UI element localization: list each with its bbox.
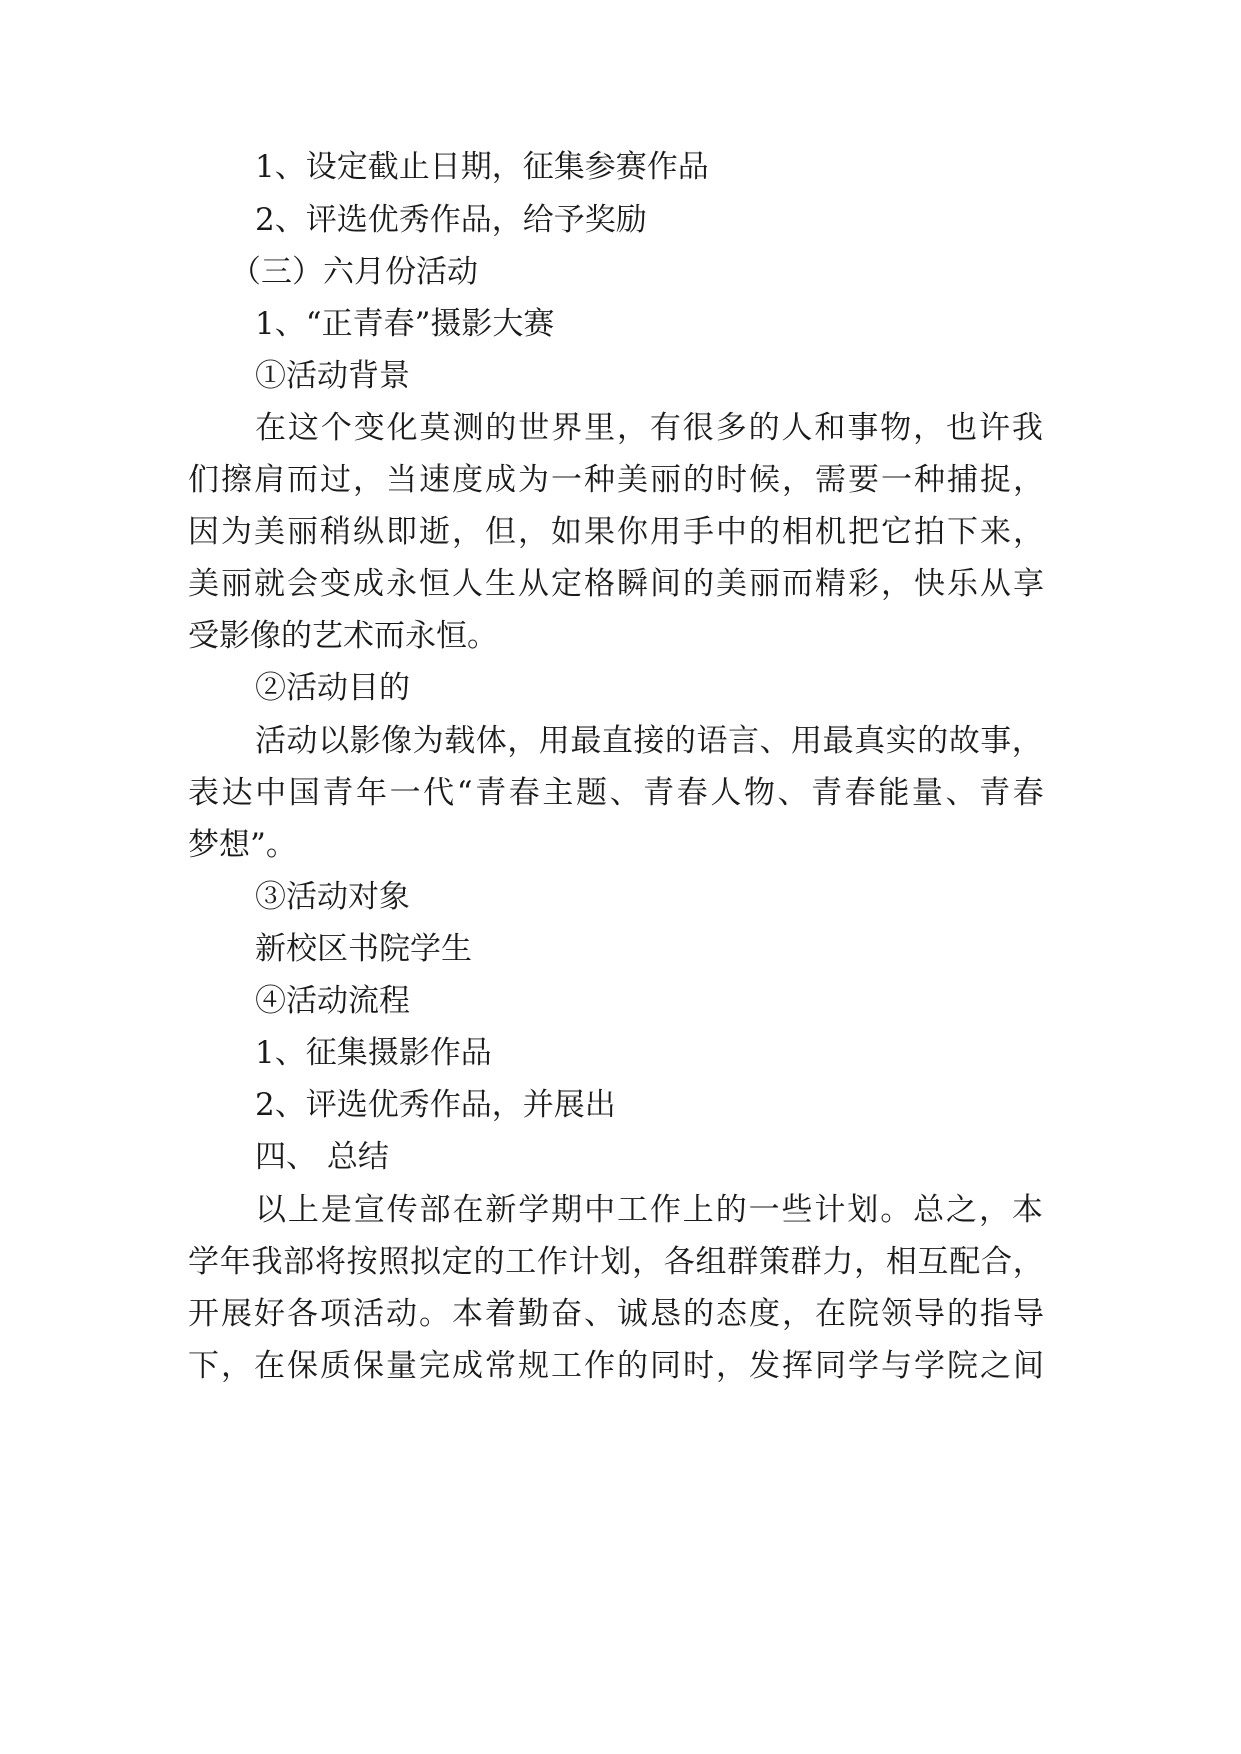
subheading-purpose: ②活动目的: [255, 670, 410, 706]
list-item-set-deadline: 1、设定截止日期，征集参赛作品: [255, 149, 709, 185]
paragraph-purpose-line: 活 动 以 影 像 为 载 体 ， 用 最 直 接 的 语 言 、 用 最 真 实 的 故 事 ，: [255, 723, 1043, 759]
section-heading-june-activity: （三）六月份活动: [230, 254, 478, 290]
activity-title-photo-contest: 1、“正青春”摄影大赛: [255, 306, 555, 342]
subheading-audience: ③活动对象: [255, 879, 410, 915]
paragraph-purpose-line: 梦想”。: [188, 827, 297, 863]
paragraph-background-line: 美 丽 就 会 变 成 永 恒 人 生 从 定 格 瞬 间 的 美 丽 而 精 彩 ， 快 乐 从 享: [188, 566, 1044, 602]
paragraph-background-line: 们 擦 肩 而 过 ， 当 速 度 成 为 一 种 美 丽 的 时 候 ， 需 要 一 种 捕 捉 ，: [188, 462, 1044, 498]
paragraph-purpose-line: 表 达 中 国 青 年 一 代 “ 青 春 主 题 、 青 春 人 物 、 青 春 能 量 、 青 春: [188, 775, 1044, 811]
paragraph-summary-line: 以 上 是 宣 传 部 在 新 学 期 中 工 作 上 的 一 些 计 划 。 总 之 ， 本: [255, 1192, 1043, 1228]
list-item-select-works: 2、评选优秀作品，给予奖励: [255, 202, 647, 238]
paragraph-summary-line: 学 年 我 部 将 按 照 拟 定 的 工 作 计 划 ， 各 组 群 策 群 力 ， 相 互 配 合 ，: [188, 1244, 1044, 1280]
paragraph-background-line: 受影像的艺术而永恒。: [188, 618, 498, 654]
section-heading-summary: 四、 总结: [255, 1139, 389, 1175]
list-item-select-exhibit: 2、评选优秀作品，并展出: [255, 1087, 616, 1123]
subheading-background: ①活动背景: [255, 358, 410, 394]
paragraph-summary-line: 开 展 好 各 项 活 动 。 本 着 勤 奋 、 诚 恳 的 态 度 ， 在 院 领 导 的 指 导: [188, 1296, 1044, 1332]
list-item-collect-photos: 1、征集摄影作品: [255, 1035, 492, 1071]
subheading-process: ④活动流程: [255, 983, 410, 1019]
paragraph-background-line: 在 这 个 变 化 莫 测 的 世 界 里 ， 有 很 多 的 人 和 事 物 ， 也 许 我: [255, 410, 1043, 446]
paragraph-summary-line: 下 ， 在 保 质 保 量 完 成 常 规 工 作 的 同 时 ， 发 挥 同 学 与 学 院 之 间: [188, 1348, 1044, 1384]
paragraph-background-line: 因 为 美 丽 稍 纵 即 逝 ， 但 ， 如 果 你 用 手 中 的 相 机 把 它 拍 下 来 ，: [188, 514, 1044, 550]
paragraph-audience: 新校区书院学生: [255, 931, 472, 967]
